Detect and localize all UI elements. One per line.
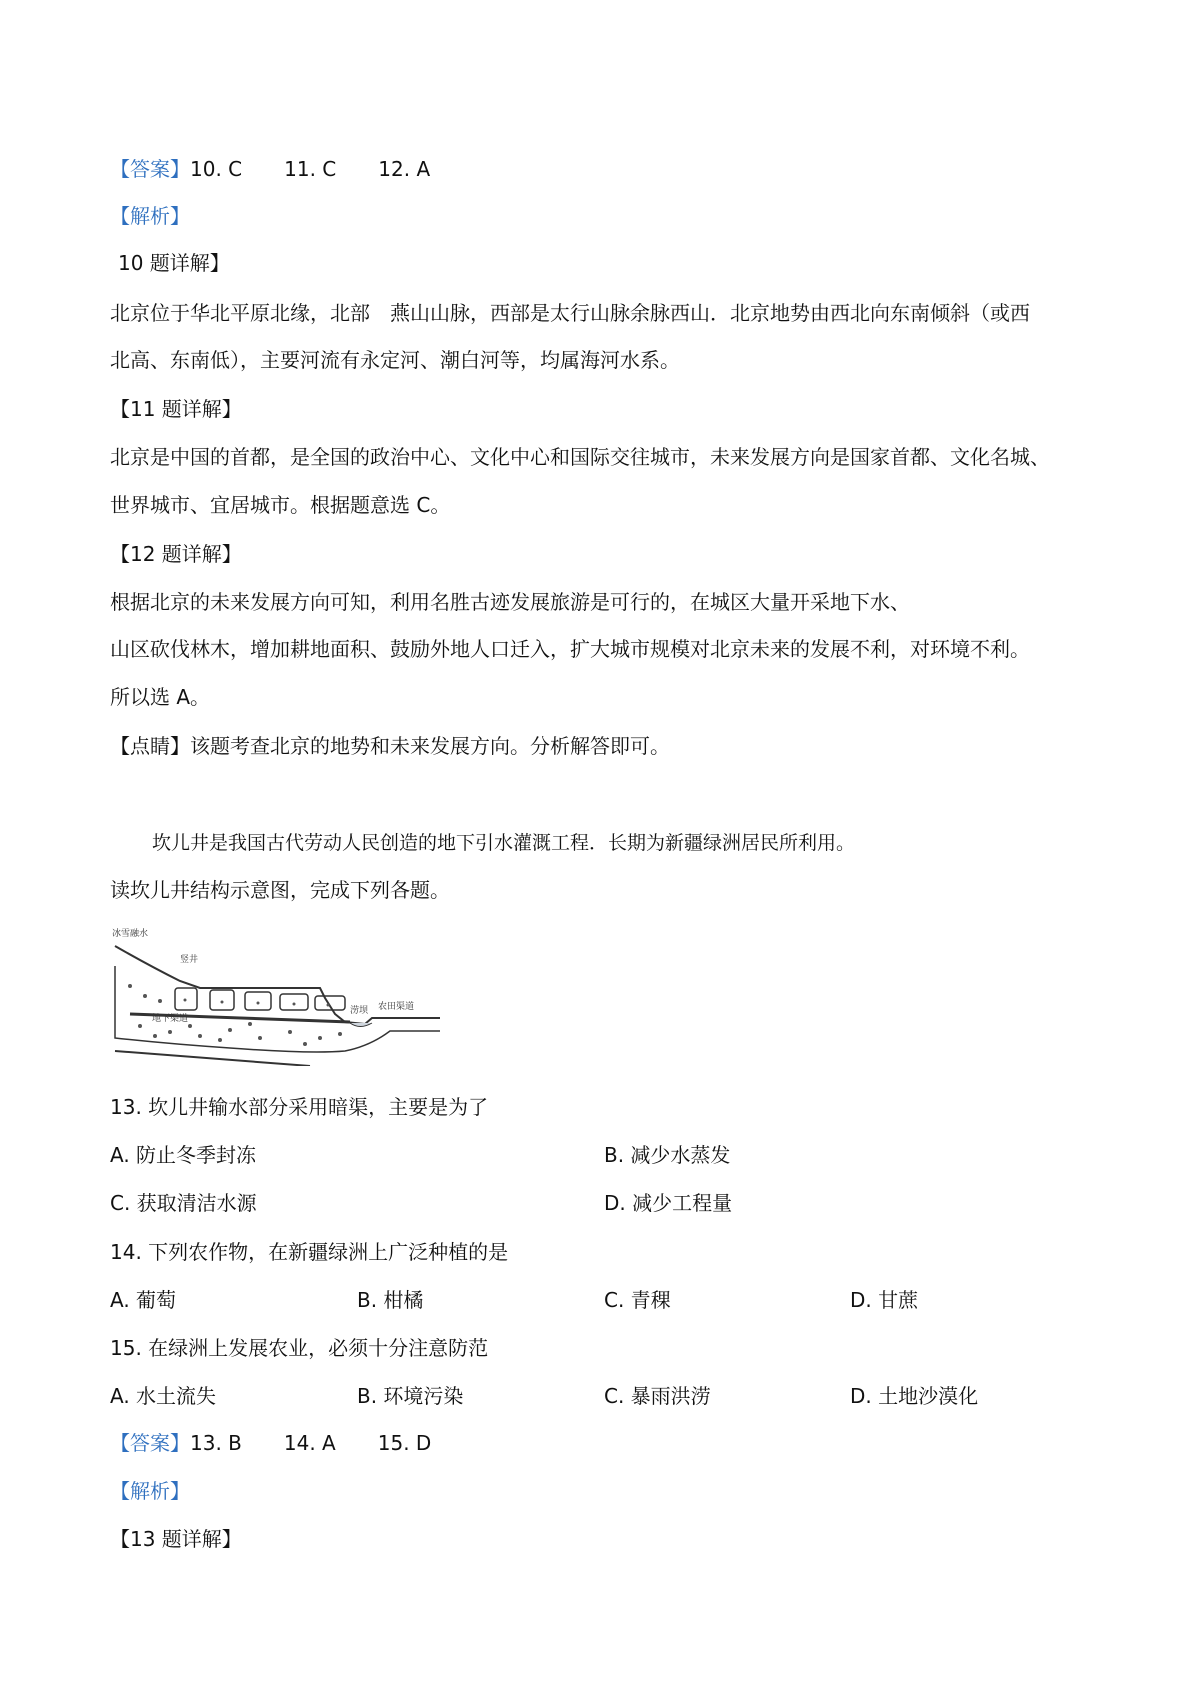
q15-option-c[interactable]: C. 暴雨洪涝 <box>604 1384 711 1408</box>
answer-13: 13. B <box>190 1431 242 1455</box>
q10-text-1: 北京位于华北平原北缘，北部 燕山山脉，西部是太行山脉余脉西山．北京地势由西北向东南倾斜（或西 <box>110 301 1030 325</box>
q13-option-c[interactable]: C. 获取清洁水源 <box>110 1191 257 1215</box>
q11-text-1: 北京是中国的首都，是全国的政治中心、文化中心和国际交往城市，未来发展方向是国家首都、文化名城、 <box>110 445 1050 469</box>
answer-line-2 <box>110 1428 431 1458</box>
q14-option-d[interactable]: D. 甘蔗 <box>850 1288 919 1312</box>
answer-14: 14. A <box>283 1431 336 1455</box>
answer-10: 10. C <box>190 157 243 181</box>
shaft-2 <box>210 990 234 1010</box>
q14-option-b[interactable]: B. 柑橘 <box>357 1288 424 1312</box>
q12-text-3: 所以选 A。 <box>110 685 211 709</box>
ground-surface <box>115 946 440 1024</box>
q10-text-2: 北高、东南低），主要河流有永定河、潮白河等，均属海河水系。 <box>110 348 680 372</box>
answer-12: 12. A <box>378 157 431 181</box>
bedrock-line <box>115 1051 310 1066</box>
q15-option-d[interactable]: D. 土地沙漠化 <box>850 1384 979 1408</box>
answer-15: 15. D <box>377 1431 432 1455</box>
well-shafts <box>175 988 345 1010</box>
label-channel: 地下渠道 <box>152 1014 189 1024</box>
q14-text: 14. 下列农作物，在新疆绿洲上广泛种植的是 <box>110 1240 509 1264</box>
q13-option-b[interactable]: B. 减少水蒸发 <box>604 1143 731 1167</box>
q13-option-d[interactable]: D. 减少工程量 <box>604 1191 733 1215</box>
q13-title: 【13 题详解】 <box>110 1527 242 1551</box>
q14-option-a[interactable]: A. 葡萄 <box>110 1288 177 1312</box>
shaft-3 <box>245 992 271 1010</box>
analysis-tag-2: 【解析】 <box>110 1479 190 1503</box>
q10-title: 10 题详解】 <box>118 251 230 275</box>
q15-option-b[interactable]: B. 环境污染 <box>357 1384 464 1408</box>
intro-text: 坎儿井是我国古代劳动人民创造的地下引水灌溉工程．长期为新疆绿洲居民所利用。 <box>152 832 856 854</box>
q13-option-a[interactable]: A. 防止冬季封冻 <box>110 1143 257 1167</box>
kanerjing-diagram <box>110 926 440 1066</box>
q11-title: 【11 题详解】 <box>110 397 242 421</box>
q14-option-c[interactable]: C. 青稞 <box>604 1288 671 1312</box>
q12-title: 【12 题详解】 <box>110 542 242 566</box>
label-snow: 冰雪融水 <box>112 929 149 939</box>
q13-text: 13. 坎儿井输水部分采用暗渠，主要是为了 <box>110 1095 489 1119</box>
prompt-text: 读坎儿井结构示意图，完成下列各题。 <box>110 878 450 902</box>
answer-line-1 <box>110 154 430 184</box>
shaft-4 <box>280 994 308 1010</box>
shaft-5 <box>315 996 345 1010</box>
q11-text-2: 世界城市、宜居城市。根据题意选 C。 <box>110 493 451 517</box>
pool-water <box>350 1023 372 1027</box>
q15-option-a[interactable]: A. 水土流失 <box>110 1384 217 1408</box>
analysis-tag-1: 【解析】 <box>110 204 190 228</box>
comment-line: 【点睛】该题考查北京的地势和未来发展方向。分析解答即可。 <box>110 734 670 758</box>
q15-text: 15. 在绿洲上发展农业，必须十分注意防范 <box>110 1336 489 1360</box>
answer-tag: 【答案】 <box>110 157 190 181</box>
q12-text-2: 山区砍伐林木，增加耕地面积、鼓励外地人口迁入，扩大城市规模对北京未来的发展不利，对环境不利。 <box>110 637 1030 661</box>
label-well: 竖井 <box>180 955 199 965</box>
answer-11: 11. C <box>284 157 337 181</box>
answer-tag-2: 【答案】 <box>110 1431 190 1455</box>
label-farm: 农田渠道 <box>378 1002 415 1012</box>
label-pool: 涝坝 <box>350 1006 369 1016</box>
q12-text-1: 根据北京的未来发展方向可知，利用名胜古迹发展旅游是可行的，在城区大量开采地下水、 <box>110 590 910 614</box>
